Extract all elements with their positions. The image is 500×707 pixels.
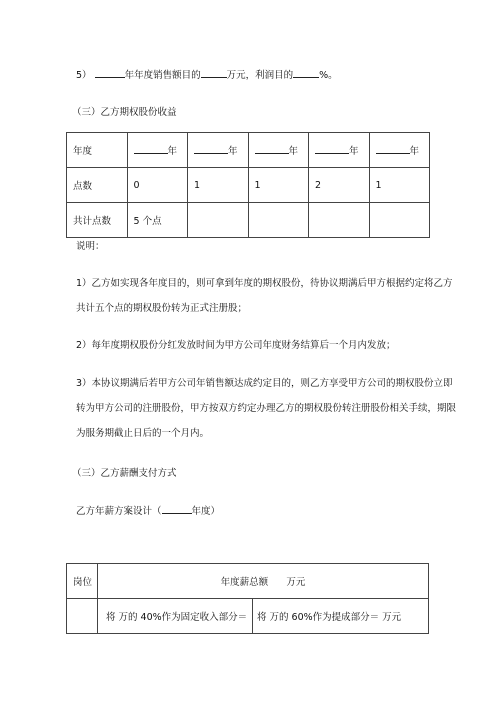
annual-total-label: 年度薪总额	[220, 577, 269, 588]
year-blank[interactable]	[95, 67, 125, 78]
row-label-points: 点数	[67, 168, 128, 203]
sales-amount-blank[interactable]	[201, 67, 227, 78]
position-value-cell[interactable]	[67, 599, 98, 634]
sales-target-text: 年年度销售额目的	[124, 70, 201, 81]
salary-plan-prefix: 乙方年薪方案设计（	[76, 506, 162, 517]
section-salary-title: （三）乙方薪酬支付方式	[72, 468, 177, 479]
points-cell: 2	[309, 168, 370, 203]
year-cell[interactable]: 年	[127, 133, 188, 168]
salary-plan-line	[76, 503, 220, 519]
percent-sign: %。	[319, 70, 338, 81]
year-cell[interactable]: 年	[248, 133, 309, 168]
salary-table	[66, 563, 429, 634]
equity-table	[66, 132, 430, 238]
points-cell: 1	[369, 168, 430, 203]
points-cell: 1	[188, 168, 249, 203]
profit-target-text: 万元，利润目的	[226, 70, 294, 81]
salary-year-blank[interactable]	[162, 503, 192, 514]
total-points-cell: 5 个点	[127, 203, 188, 238]
note-1-line-1: 1）乙方如实现各年度目的，则可拿到年度的期权股份，待协议期满后甲方根据约定将乙方	[76, 278, 453, 289]
points-cell: 0	[127, 168, 188, 203]
note-3-line-2: 转为甲方公司的注册股份，甲方按双方约定办理乙方的期权股份转注册股份相关手续，期限	[76, 403, 457, 414]
empty-cell	[369, 203, 430, 238]
table-row-split	[67, 599, 429, 634]
empty-cell	[309, 203, 370, 238]
row-label-total: 共计点数	[67, 203, 128, 238]
position-label: 岗位	[67, 564, 98, 599]
note-1-line-2: 共计五个点的期权股份转为正式注册股；	[76, 303, 248, 314]
year-cell[interactable]: 年	[309, 133, 370, 168]
item-number: 5）	[76, 70, 92, 81]
section-equity-title: （三）乙方期权股份收益	[72, 107, 177, 118]
year-cell[interactable]: 年	[369, 133, 430, 168]
annual-total-cell	[98, 564, 429, 599]
table-row-header	[67, 564, 429, 599]
notes-title: 说明：	[76, 241, 105, 252]
empty-cell	[248, 203, 309, 238]
year-cell[interactable]: 年	[188, 133, 249, 168]
empty-cell	[188, 203, 249, 238]
row-label-year: 年度	[67, 133, 128, 168]
table-row-year	[67, 133, 430, 168]
note-2: 2）每年度期权股份分红发放时间为甲方公司年度财务结算后一个月内发放；	[76, 340, 396, 351]
table-row-total	[67, 203, 430, 238]
note-3-line-3: 为服务期截止日后的一个月内。	[76, 428, 210, 439]
points-cell: 1	[248, 168, 309, 203]
bonus-cell: 将 万的 60%作为提成部分＝ 万元	[253, 599, 429, 634]
sales-target-line	[76, 67, 338, 83]
note-3-line-1: 3）本协议期满后若甲方公司年销售额达成约定目的，则乙方享受甲方公司的期权股份立即	[76, 378, 453, 389]
fixed-income-cell: 将 万的 40%作为固定收入部分＝	[98, 599, 253, 634]
salary-plan-suffix: 年度）	[191, 506, 221, 517]
table-row-points	[67, 168, 430, 203]
annual-total-unit: 万元	[286, 577, 306, 588]
profit-percent-blank[interactable]	[293, 67, 319, 78]
